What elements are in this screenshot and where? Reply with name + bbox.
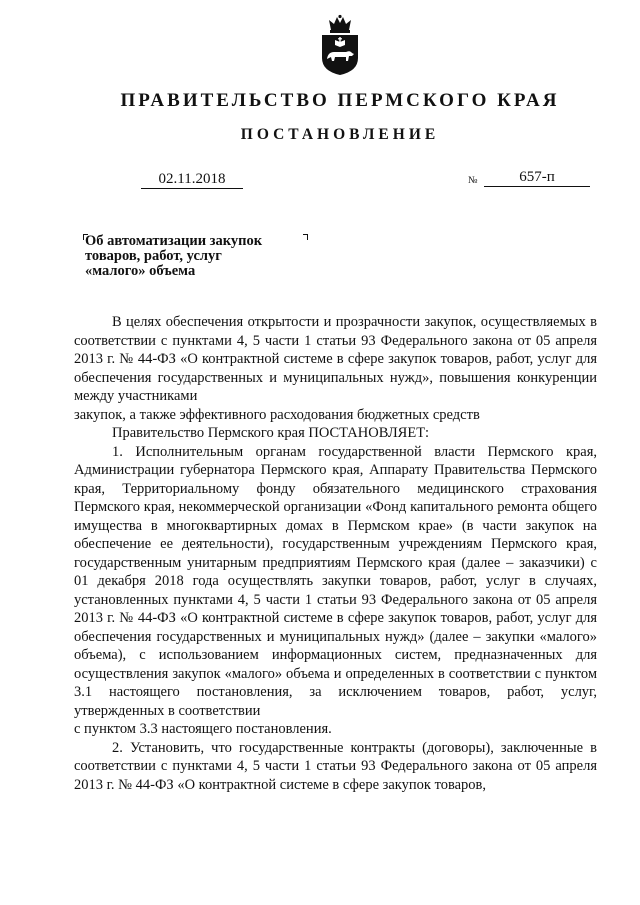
subject-line-1: Об автоматизации закупок bbox=[85, 233, 263, 249]
number-sign: № bbox=[468, 175, 478, 186]
subject-line-3: «малого» объема bbox=[85, 263, 196, 279]
preamble-end-line: закупок, а также эффективного расходования бюджетных средств bbox=[74, 406, 480, 423]
document-date: 02.11.2018 bbox=[141, 171, 243, 189]
perm-krai-coat-of-arms-icon bbox=[319, 14, 361, 76]
document-body bbox=[74, 313, 597, 794]
decree-line: Правительство Пермского края ПОСТАНОВЛЯЕТ: bbox=[112, 425, 430, 441]
document-number: 657-п bbox=[484, 169, 590, 187]
item-1-paragraph: 1. Исполнительным органам государственной власти Пермского края, Администрации губернатора Пермского края, Аппарату Правительства Пермского края, Территориальному фонду обязательного медицинского страхования Пермского края, некоммерческой организации «Фонд капитального ремонта общего имущества в многоквартирных домах в Пермском крае» (в части закупок на обеспечение ее деятельности), государственным учреждениям Пермского края, государственным унитарным предприятиям Пермского края (далее – заказчики) с 01 декабря 2018 года осуществлять закупки товаров, работ, услуг в случаях, установленных пунктами 4, 5 части 1 статьи 93 Федерального закона от 05 апреля 2013 г. № 44-ФЗ «О контрактной системе в сфере закупок товаров, работ, услуг для обеспечения государственных и муниципальных нужд» (далее – закупки «малого» объема), с использованием информационных систем, предназначенных для осуществления закупок «малого» объема и определенных в соответствии с пунктом 3.1 настоящего постановления, за исключением товаров, работ, услуг, утвержденных в соответствии bbox=[74, 443, 597, 719]
preamble-paragraph: В целях обеспечения открытости и прозрачности закупок, осуществляемых в соответствии с пунктами 4, 5 части 1 статьи 93 Федерального закона от 05 апреля 2013 г. № 44-ФЗ «О контрактной системе в сфере закупок товаров, работ, услуг для обеспечения государственных и муниципальных нужд», повышения конкуренции между участниками bbox=[74, 314, 597, 404]
government-title: ПРАВИТЕЛЬСТВО ПЕРМСКОГО КРАЯ bbox=[120, 90, 560, 111]
item-1-end-line: с пунктом 3.3 настоящего постановления. bbox=[74, 721, 332, 737]
document-subject bbox=[85, 234, 315, 279]
document-type: ПОСТАНОВЛЕНИЕ bbox=[240, 126, 440, 143]
item-2-paragraph: 2. Установить, что государственные контракты (договоры), заключенные в соответствии с пунктами 4, 5 части 1 статьи 93 Федерального закона от 05 апреля 2013 г. № 44-ФЗ «О контрактной системе в сфере закупок товаров, bbox=[74, 739, 597, 793]
subject-line-2: товаров, работ, услуг bbox=[85, 248, 222, 264]
